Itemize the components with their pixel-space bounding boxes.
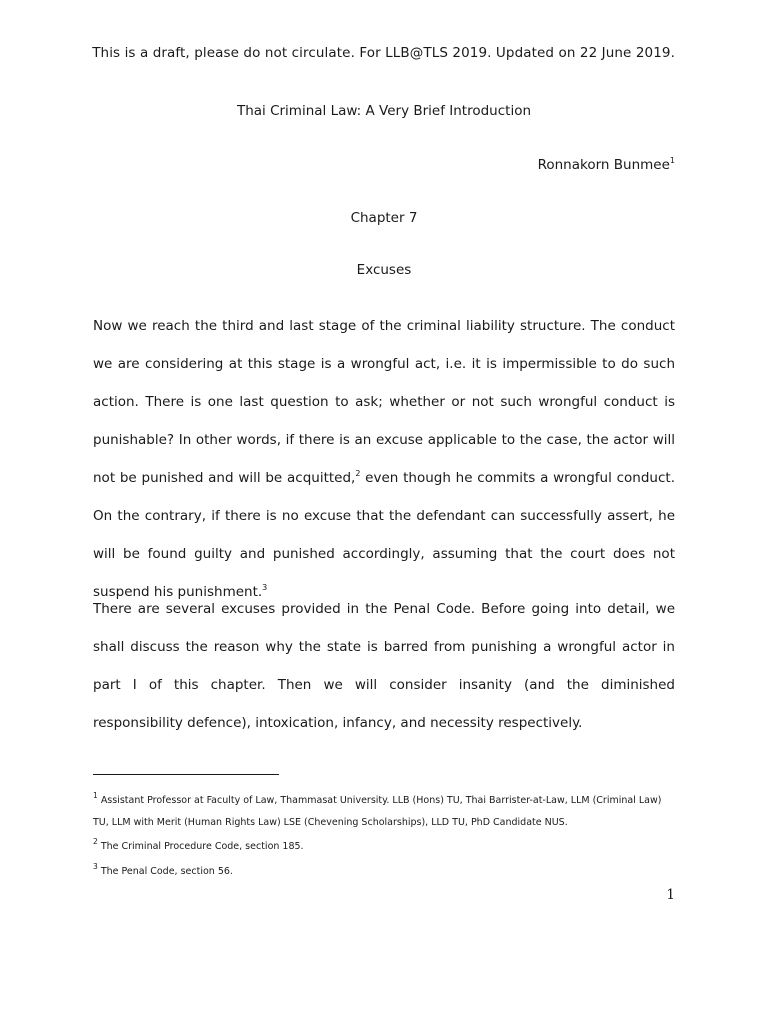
draft-header: This is a draft, please do not circulate. For LLB@TLS 2019. Updated on 22 June 2019. (92, 45, 675, 61)
author-footnote-mark[interactable]: 1 (669, 156, 675, 165)
footnote-3-text: The Penal Code, section 56. (100, 866, 233, 877)
footnote-1-mark: 1 (93, 791, 98, 800)
footnote-3-mark: 3 (93, 862, 98, 871)
section-heading: Excuses (356, 262, 412, 278)
page-number: 1 (666, 887, 675, 903)
author-name: Ronnakorn Bunmee (537, 157, 670, 173)
footnote-separator (93, 774, 279, 775)
footnote-1-text: Assistant Professor at Faculty of Law, Thammasat University. LLB (Hons) TU, Thai Barrister-at-Law, LLM (Criminal Law) TU, LLM with Merit (Human Rights Law) LSE (Chevening Scholarships), LLD TU, PhD Candidate NUS. (93, 795, 662, 828)
paragraph-1-text-a: Now we reach the third and last stage of the criminal liability structure. The conduct we are considering at this stage is a wrongful act, i.e. it is impermissible to do such action. There is one last question to ask; whether or not such wrongful conduct is punishable? In other words, if there is an excuse applicable to the case, the actor will not be punished and will be acquitted, (93, 318, 675, 486)
footnote-mark-3[interactable]: 3 (262, 583, 268, 592)
body-paragraph-1 (93, 307, 675, 611)
author-line (538, 157, 675, 173)
document-title: Thai Criminal Law: A Very Brief Introduction (236, 103, 532, 119)
footnote-2-text: The Criminal Procedure Code, section 185. (100, 841, 304, 852)
footnote-2-mark: 2 (93, 837, 98, 846)
body-paragraph-2: There are several excuses provided in the Penal Code. Before going into detail, we shall discuss the reason why the state is barred from punishing a wrongful actor in part I of this chapter. Then we will consider insanity (and the diminished responsibility defence), intoxication, infancy, and necessity respectively. (93, 601, 675, 731)
footnote-2 (93, 836, 675, 858)
paragraph-1-text-b: even though he commits a wrongful conduct. On the contrary, if there is no excuse that the defendant can successfully assert, he will be found guilty and punished accordingly, assuming that the court does not suspend his punishment. (93, 470, 675, 600)
footnote-mark-2[interactable]: 2 (355, 469, 361, 478)
chapter-heading: Chapter 7 (350, 210, 418, 226)
footnote-1 (93, 790, 675, 834)
footnote-3 (93, 861, 675, 883)
